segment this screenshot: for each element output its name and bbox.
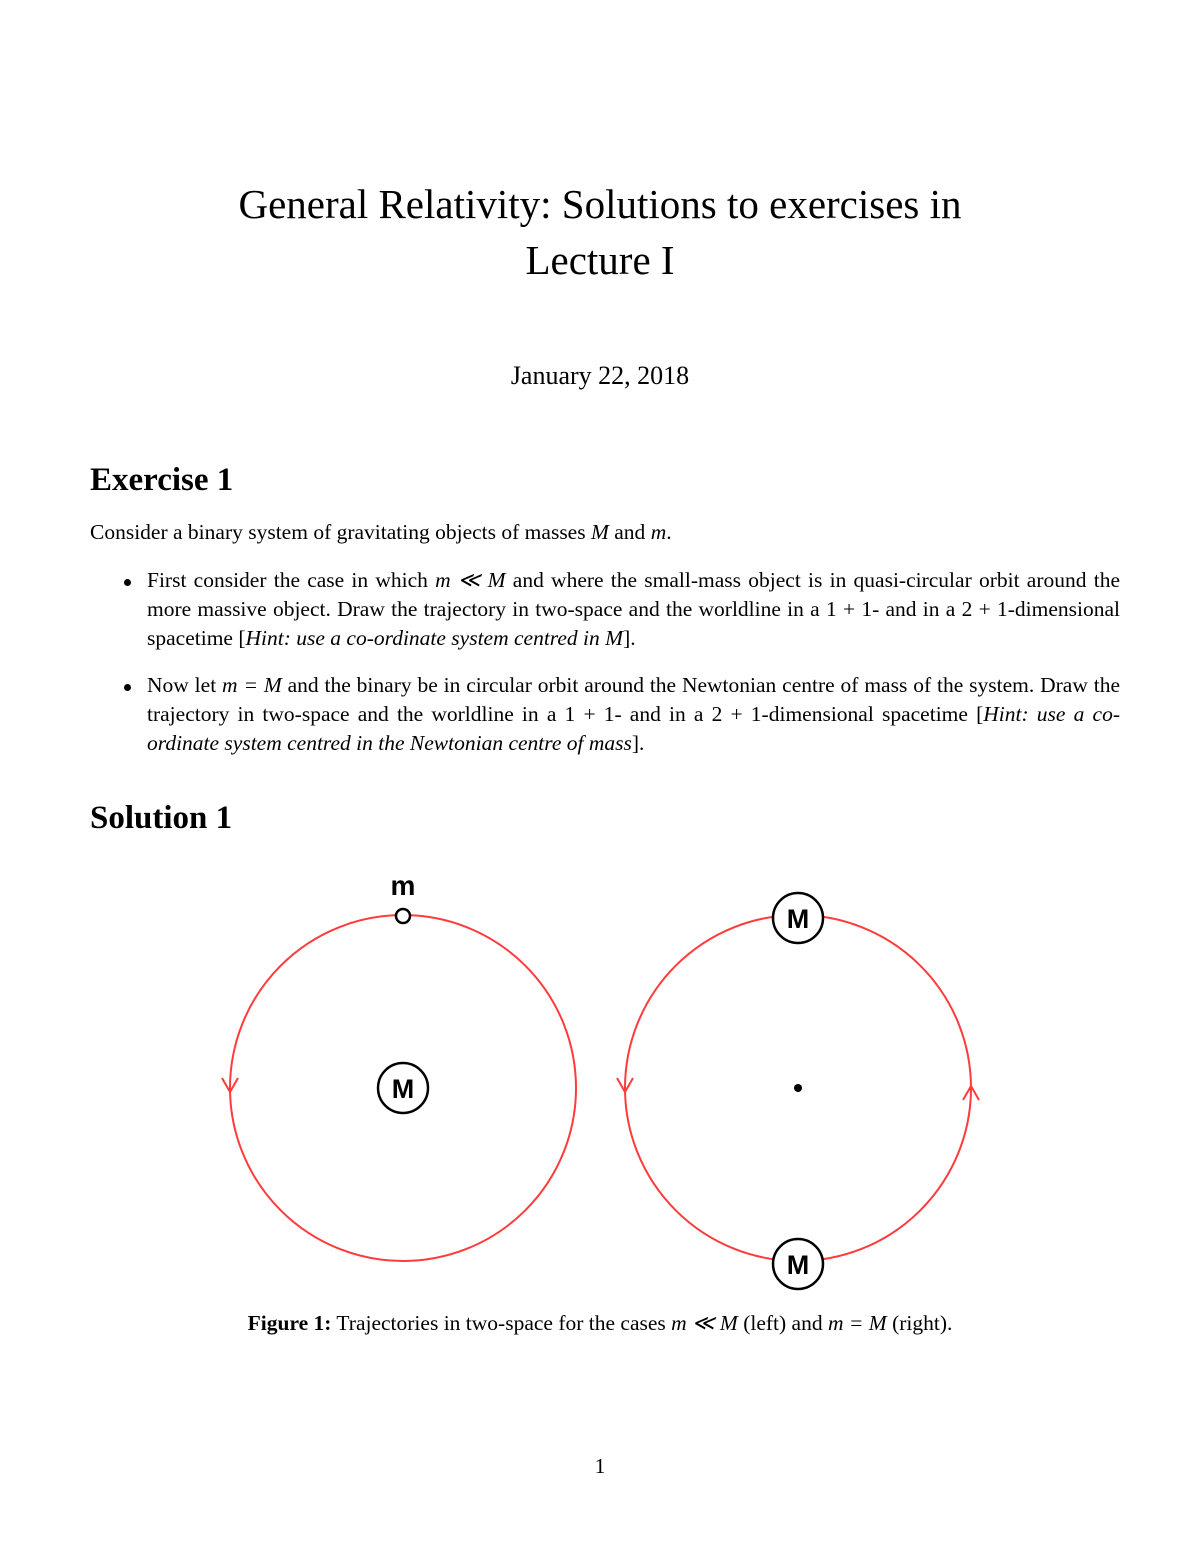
bottom-mass-label: M bbox=[786, 1250, 810, 1280]
document-title bbox=[100, 176, 1100, 288]
small-mass-label: m bbox=[390, 870, 416, 901]
bullet1-text-2: and where the small-mass object is in quasi-circular orbit around the more massive object. Draw the trajectory in two-space and the worldline in a 1 + 1- and in a 2 + 1-dimensional spacetime [ bbox=[147, 568, 1120, 650]
intro-math-M: M bbox=[590, 520, 609, 544]
exercise-intro bbox=[90, 518, 1120, 547]
figure-1 bbox=[0, 860, 1200, 1300]
title-line-2: Lecture I bbox=[525, 237, 675, 283]
left-diagram bbox=[222, 870, 576, 1261]
bullet2-text-2: and the binary be in circular orbit around the Newtonian centre of mass of the system. Draw the trajectory in two-space and the worldline in a 1 + 1- and in a 2 + 1-dimensional spacetime [ bbox=[147, 673, 1120, 726]
intro-math-m: m bbox=[650, 520, 667, 544]
solution-heading: Solution 1 bbox=[90, 800, 233, 836]
intro-and: and bbox=[608, 520, 651, 544]
caption-math-2: m = M bbox=[827, 1311, 887, 1335]
centre-of-mass-point bbox=[794, 1084, 802, 1092]
bullet2-text-1: Now let bbox=[147, 673, 223, 697]
bullet1-math: m ≪ M bbox=[435, 568, 506, 592]
bullet2-text-3: ]. bbox=[631, 731, 645, 755]
central-mass-label: M bbox=[391, 1074, 415, 1104]
caption-text-3: (right). bbox=[886, 1311, 953, 1335]
bullet2-math: m = M bbox=[222, 673, 282, 697]
right-diagram bbox=[617, 893, 979, 1289]
caption-label: Figure 1: bbox=[247, 1311, 332, 1335]
intro-text: Consider a binary system of gravitating objects of masses bbox=[90, 520, 591, 544]
bullet1-text-3: ]. bbox=[623, 626, 636, 650]
figure-caption bbox=[0, 1309, 1200, 1338]
title-line-1: General Relativity: Solutions to exercises in bbox=[238, 181, 962, 227]
caption-text-1: Trajectories in two-space for the cases bbox=[331, 1311, 672, 1335]
bullet-dot-icon bbox=[124, 579, 131, 586]
page-number: 1 bbox=[594, 1454, 606, 1478]
top-mass-label: M bbox=[786, 904, 810, 934]
caption-math-1: m ≪ M bbox=[671, 1311, 738, 1335]
bullet2-hint: Hint: use a co-ordinate system centred in the Newtonian centre of mass bbox=[147, 702, 1121, 755]
caption-text-2: (left) and bbox=[737, 1311, 828, 1335]
exercise-bullet-list bbox=[90, 566, 1120, 776]
exercise-bullet-1 bbox=[90, 566, 1120, 653]
bullet1-text-1: First consider the case in which bbox=[147, 568, 436, 592]
exercise-bullet-2 bbox=[90, 671, 1120, 758]
document-date: January 22, 2018 bbox=[510, 361, 690, 390]
intro-end: . bbox=[666, 520, 672, 544]
small-mass-marker bbox=[396, 909, 410, 923]
bullet1-hint: Hint: use a co-ordinate system centred in M bbox=[245, 626, 624, 650]
exercise-heading: Exercise 1 bbox=[90, 462, 234, 498]
bullet-dot-icon bbox=[124, 684, 131, 691]
